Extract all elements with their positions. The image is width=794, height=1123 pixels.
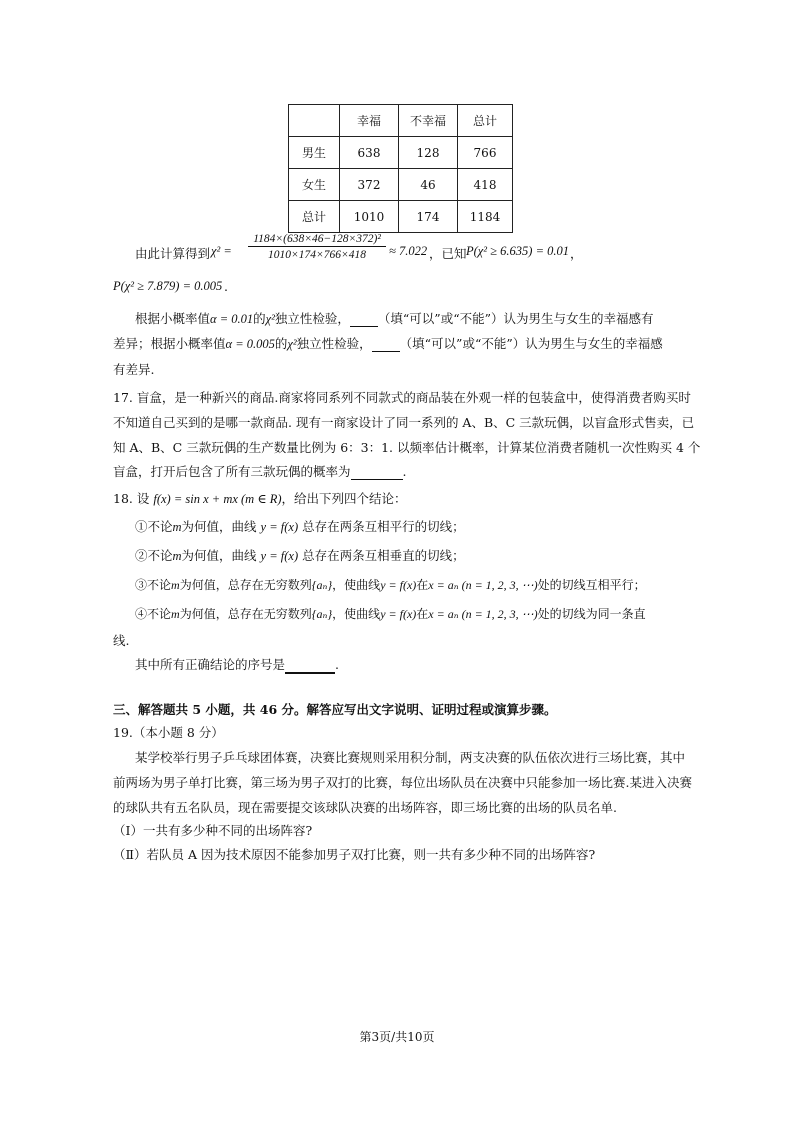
q17-line-4: [113, 462, 407, 480]
text: 盲盒，打开后包含了所有三款玩偶的概率为: [113, 464, 351, 479]
text: 为何值，曲线: [181, 548, 257, 563]
q18-item-4-cont: 线.: [113, 633, 130, 648]
q19-part-1: （Ⅰ）一共有多少种不同的出场阵容?: [113, 823, 313, 838]
text: ，给出下列四个结论：: [281, 491, 407, 506]
text: 独立性检验，: [274, 311, 350, 326]
test-line-2: [113, 334, 663, 352]
curve-expr: y = f(x): [380, 607, 417, 621]
q17-line-2: 不知道自己买到的是哪一款商品. 现有一商家设计了同一系列的 A、B、C 三款玩偶，以盲盒形式售卖，已: [113, 415, 695, 430]
chi-fraction: [248, 233, 386, 261]
math-var: m: [171, 607, 180, 621]
text: 差异；根据小概率值: [113, 336, 226, 351]
math-var: m: [171, 578, 180, 592]
text: .: [335, 657, 339, 672]
q18-intro: [113, 489, 407, 507]
text: 根据小概率值: [135, 311, 211, 326]
chi-formula-lhs: χ² =: [211, 244, 232, 258]
text: 的: [274, 336, 288, 351]
answer-blank: [351, 464, 403, 480]
text: （填“可以”或“不能”）认为男生与女生的幸福感有: [377, 311, 654, 326]
text: 为何值，总存在无穷数列: [179, 578, 312, 592]
q17-line-1: 17. 盲盒，是一种新兴的商品.商家将同系列不同款式的商品装在外观一样的包装盒中，使得消费者购买时: [113, 390, 691, 405]
q18-item-2: [135, 546, 465, 564]
chi-known-text: ，已知: [429, 246, 467, 261]
table-cell: 46: [399, 169, 458, 201]
text: 总存在两条互相垂直的切线；: [302, 548, 465, 563]
chi-p1-end: ，: [570, 246, 583, 261]
answer-blank: [350, 311, 378, 327]
happiness-table: [288, 104, 513, 233]
sequence-expr: {aₙ}: [311, 607, 333, 621]
q19-line-3: 的球队共有五名队员，现在需要提交该球队决赛的出场阵容，即三场比赛的出场的队员名单.: [113, 800, 617, 815]
text: ④不论: [135, 607, 172, 621]
text: ，使曲线: [332, 607, 381, 621]
chi-p1: P(χ² ≥ 6.635) = 0.01: [466, 244, 570, 258]
xan-expr: x = aₙ (n = 1, 2, 3, ⋯): [428, 607, 538, 621]
table-cell: 766: [458, 137, 513, 169]
text: ②不论: [135, 548, 173, 563]
xan-expr: x = aₙ (n = 1, 2, 3, ⋯): [428, 578, 538, 592]
table-cell: 男生: [289, 137, 340, 169]
table-cell: [289, 105, 340, 137]
text: 其中所有正确结论的序号是: [135, 657, 286, 672]
chi-p2: P(χ² ≥ 7.879) = 0.005: [113, 279, 223, 293]
text: （填“可以”或“不能”）认为男生与女生的幸福感: [399, 336, 663, 351]
q19-line-2: 前两场为男子单打比赛，第三场为男子双打的比赛，每位出场队员在决赛中只能参加一场比赛.某进入决赛: [113, 775, 692, 790]
text: .: [402, 464, 407, 479]
table-row: [289, 169, 513, 201]
curve-expr: y = f(x): [260, 520, 299, 534]
text: 处的切线为同一条直: [537, 607, 646, 621]
table-cell: 174: [399, 201, 458, 233]
table-cell: 638: [340, 137, 399, 169]
chi-symbol: χ²: [287, 337, 297, 351]
q18-answer-line: [135, 655, 339, 674]
table-cell: 1010: [340, 201, 399, 233]
text: 为何值，曲线: [181, 519, 257, 534]
text: 在: [416, 607, 429, 621]
text: ，使曲线: [332, 578, 381, 592]
q18-item-3: [135, 576, 646, 593]
chi-approx: ≈ 7.022: [389, 244, 428, 258]
q19-line-1: 某学校举行男子乒乓球团体赛，决赛比赛规则采用积分制，两支决赛的队伍依次进行三场比赛，其中: [135, 750, 686, 765]
table-row: [289, 201, 513, 233]
answer-blank: [372, 336, 400, 352]
q18-item-1: [135, 517, 465, 535]
answer-blank: [285, 657, 335, 674]
table-cell: 372: [340, 169, 399, 201]
q19-heading: 19.（本小题 8 分）: [113, 725, 224, 740]
chi-lead-text: 由此计算得到: [135, 246, 211, 261]
text: 在: [416, 578, 429, 592]
table-header-row: [289, 105, 513, 137]
table-header-cell: 幸福: [340, 105, 399, 137]
alpha-value: α = 0.01: [210, 312, 254, 326]
function-definition: f(x) = sin x + mx (m ∈ R): [153, 492, 282, 506]
text: 为何值，总存在无穷数列: [179, 607, 312, 621]
text: 独立性检验，: [296, 336, 372, 351]
q18-item-4: [135, 605, 646, 622]
table-cell: 128: [399, 137, 458, 169]
text: 处的切线互相平行；: [537, 578, 646, 592]
sequence-expr: {aₙ}: [311, 578, 333, 592]
table-cell: 总计: [289, 201, 340, 233]
text: 18. 设: [113, 491, 150, 506]
math-var: m: [172, 520, 182, 534]
chi-numerator: 1184×(638×46−128×372)²: [248, 233, 386, 247]
text: ③不论: [135, 578, 172, 592]
text: ①不论: [135, 519, 173, 534]
math-var: m: [172, 549, 182, 563]
chi-symbol: χ²: [265, 312, 275, 326]
q17-line-3: 知 A、B、C 三款玩偶的生产数量比例为 6：3：1. 以频率估计概率，计算某位消费者随机一次性购买 4 个: [113, 440, 701, 455]
chi-p2-end: .: [224, 279, 228, 294]
table-cell: 女生: [289, 169, 340, 201]
test-line-3: 有差异.: [113, 362, 155, 377]
table-cell: 1184: [458, 201, 513, 233]
text: 总存在两条互相平行的切线；: [302, 519, 465, 534]
table-header-cell: 总计: [458, 105, 513, 137]
table-row: [289, 137, 513, 169]
q19-part-2: （Ⅱ）若队员 A 因为技术原因不能参加男子双打比赛，则一共有多少种不同的出场阵容?: [113, 847, 596, 862]
table-cell: 418: [458, 169, 513, 201]
curve-expr: y = f(x): [380, 578, 417, 592]
text: 的: [253, 311, 266, 326]
table-header-cell: 不幸福: [399, 105, 458, 137]
page-footer: 第3页/共10页: [359, 1030, 435, 1044]
test-line-1: [135, 309, 653, 327]
section-3-heading: 三、解答题共 5 小题，共 46 分。解答应写出文字说明、证明过程或演算步骤。: [113, 702, 557, 717]
alpha-value: α = 0.005: [225, 337, 275, 351]
chi-denominator: 1010×174×766×418: [267, 249, 367, 261]
curve-expr: y = f(x): [260, 549, 299, 563]
